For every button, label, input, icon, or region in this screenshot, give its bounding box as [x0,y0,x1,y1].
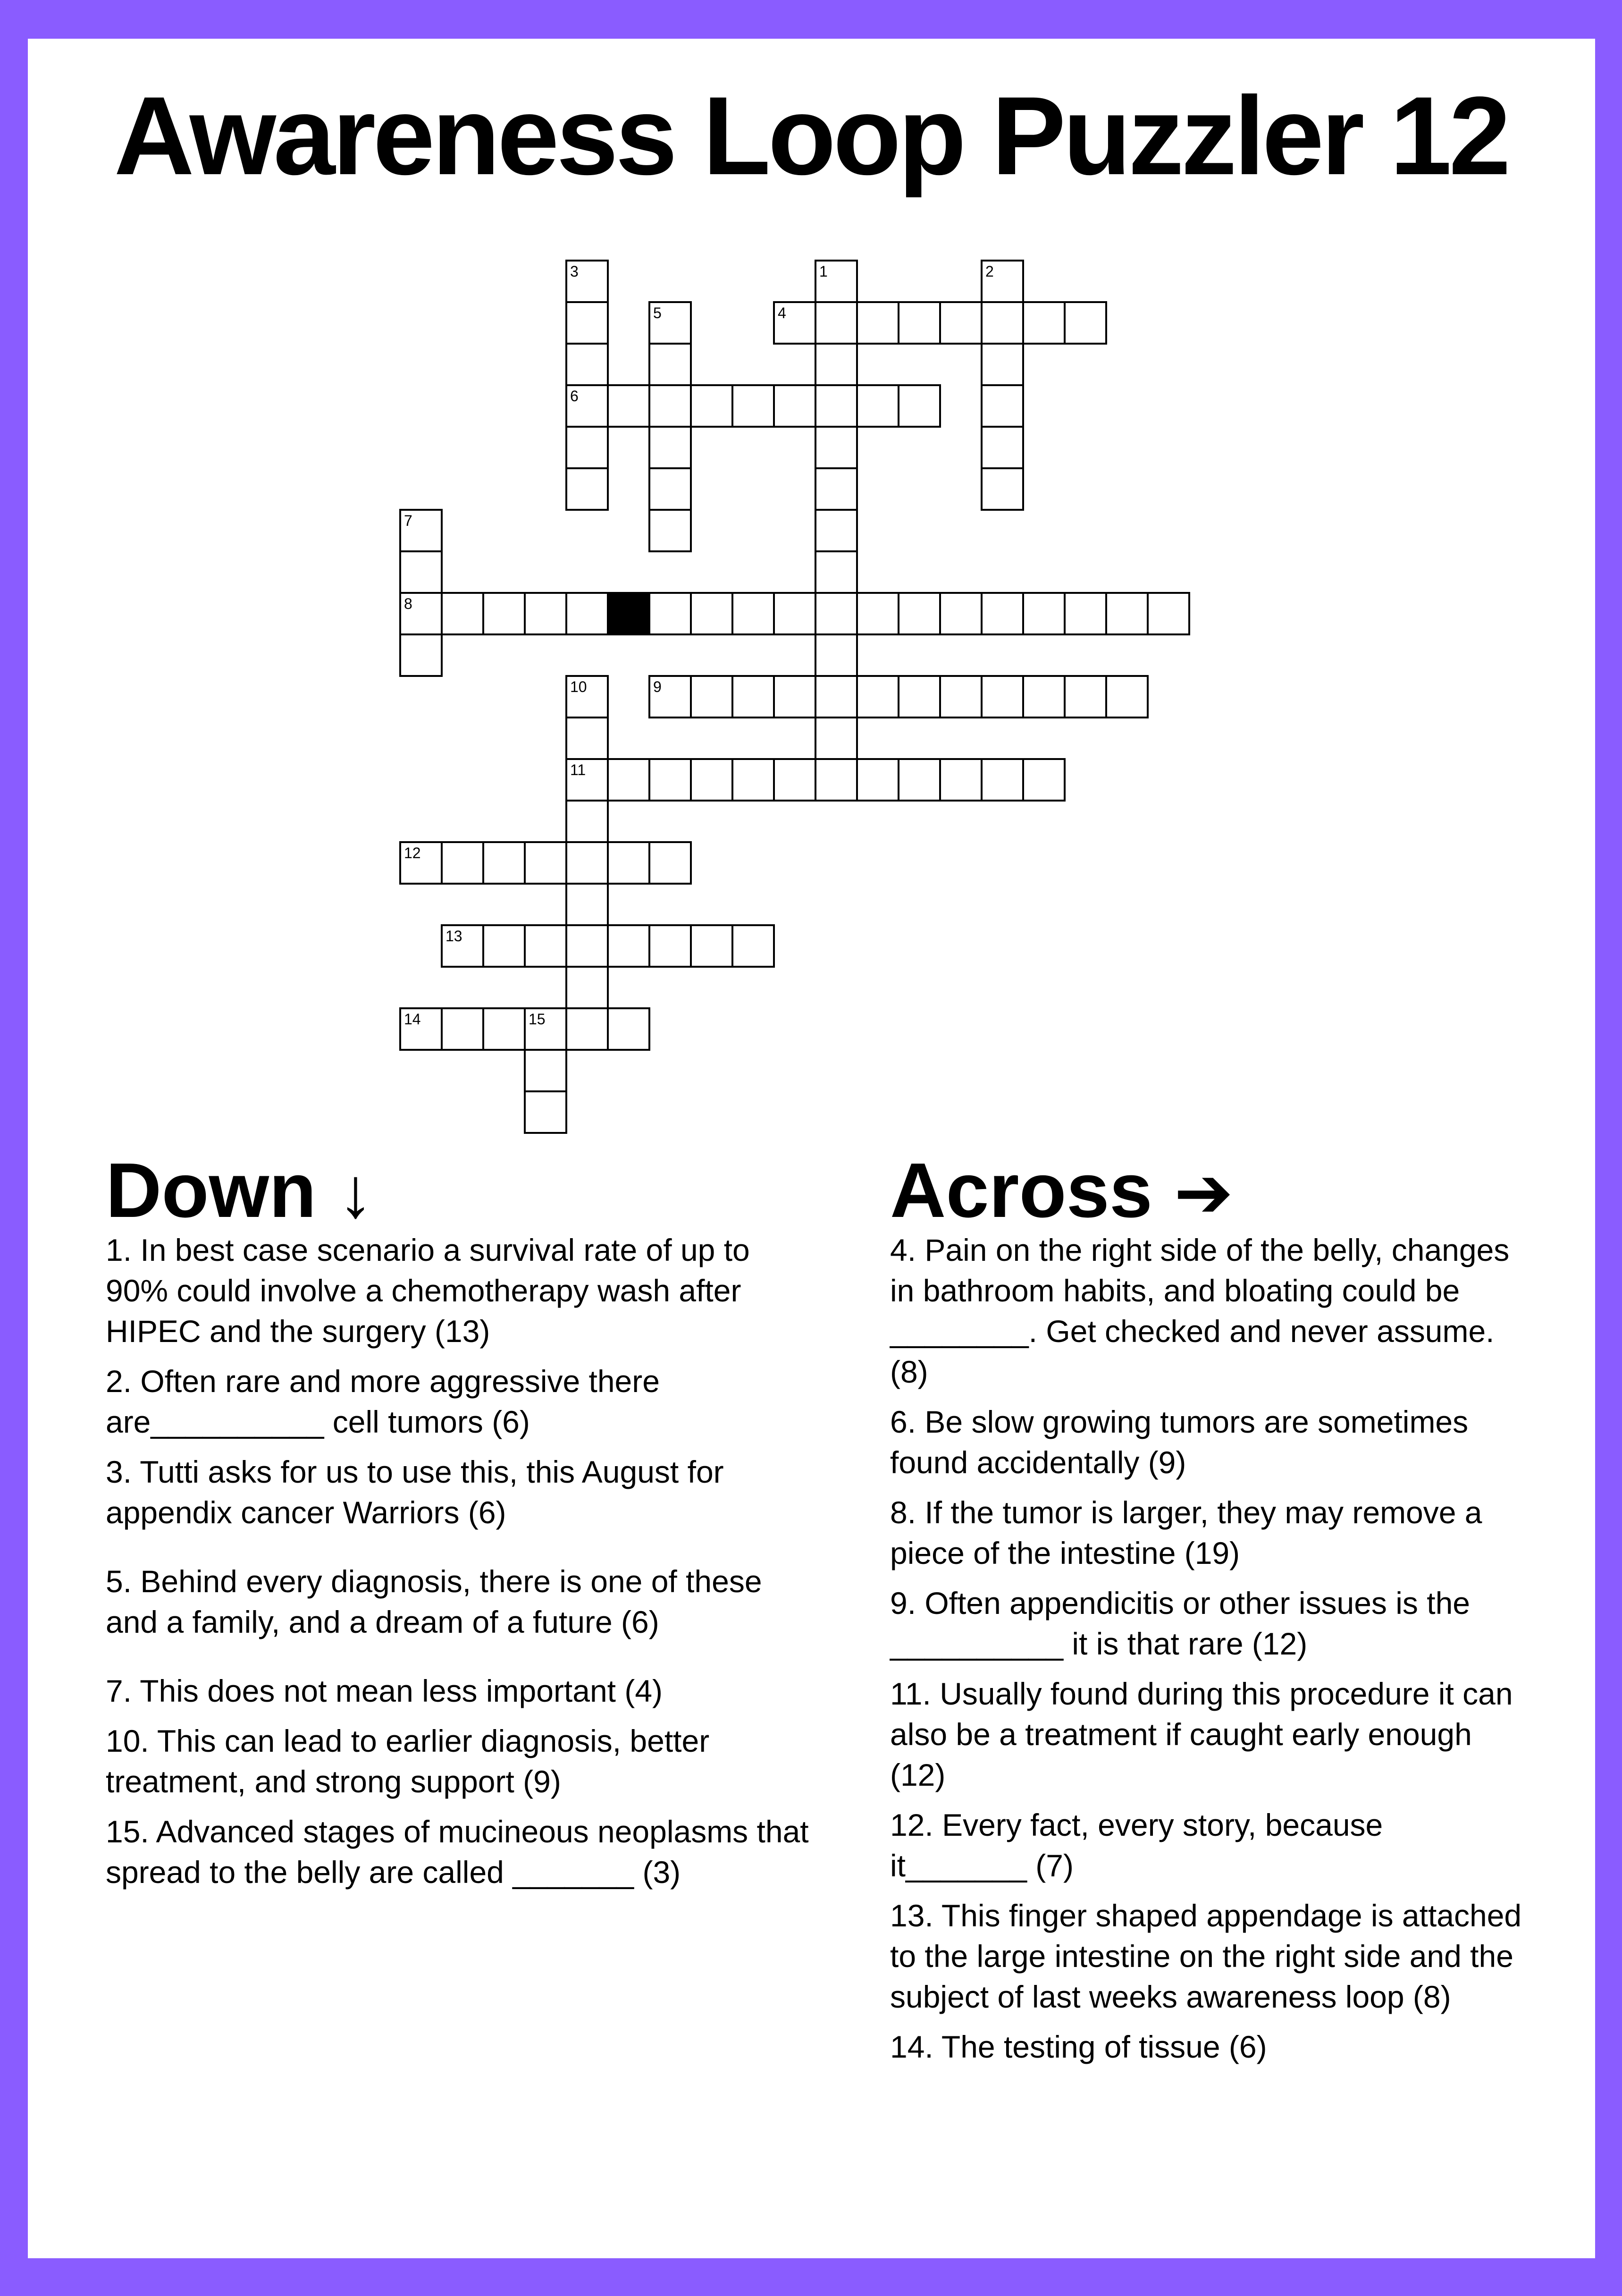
grid-cell[interactable] [982,468,1023,510]
down-arrow-icon: ↓ [337,1153,373,1232]
grid-cell[interactable] [1148,593,1189,634]
grid-cell[interactable] [857,676,899,718]
grid-cell-blocked [608,593,649,634]
clue-number-9: 9 [653,678,662,695]
grid-cell[interactable] [732,676,774,718]
clue-number-1: 1 [819,263,828,280]
grid-cell[interactable] [899,302,940,344]
grid-cell[interactable] [1065,593,1106,634]
grid-cell[interactable] [815,593,857,634]
grid-cell[interactable] [649,344,691,385]
grid-cell[interactable] [566,801,608,842]
grid-cell[interactable] [442,1008,483,1050]
grid-cell[interactable] [608,1008,649,1050]
clue-number-6: 6 [570,388,579,405]
grid-cell[interactable] [1023,593,1065,634]
grid-cell[interactable] [774,676,815,718]
grid-cell[interactable] [815,468,857,510]
crossword-grid [0,0,1622,1147]
across-heading-label: Across [890,1147,1153,1233]
grid-cell[interactable] [691,593,732,634]
grid-cell[interactable] [815,344,857,385]
across-clue: 4. Pain on the right side of the belly, changes in bathroom habits, and bloating could be ________. Get checked and never assume. (8) [890,1232,1510,1389]
grid-cell[interactable] [857,593,899,634]
clue-number-8: 8 [404,595,412,612]
grid-cell[interactable] [815,676,857,718]
grid-cell[interactable] [1023,302,1065,344]
down-clue-list [106,1230,814,1902]
grid-cell[interactable] [857,759,899,801]
grid-cell[interactable] [649,842,691,884]
grid-cell[interactable] [899,385,940,427]
grid-cell[interactable] [899,759,940,801]
down-clue: 1. In best case scenario a survival rate of up to 90% could involve a chemotherapy wash after HIPEC and the surgery (13) [106,1232,750,1349]
grid-cell[interactable] [815,385,857,427]
grid-cell[interactable] [815,759,857,801]
across-clue: 8. If the tumor is larger, they may remove a piece of the intestine (19) [890,1495,1482,1570]
grid-cell[interactable] [940,593,982,634]
grid-cell[interactable] [566,344,608,385]
down-clue: 15. Advanced stages of mucineous neoplasms that spread to the belly are called _______ (3) [106,1814,809,1890]
grid-cell[interactable] [815,718,857,759]
grid-cell[interactable] [857,385,899,427]
grid-cell[interactable] [566,718,608,759]
grid-cell[interactable] [940,302,982,344]
grid-cell[interactable] [940,676,982,718]
clue-number-15: 15 [529,1011,546,1028]
down-clue: 3. Tutti asks for us to use this, this August for appendix cancer Warriors (6) [106,1454,724,1530]
clue-number-13: 13 [445,928,462,945]
down-clue: 10. This can lead to earlier diagnosis, better treatment, and strong support (9) [106,1723,710,1799]
grid-cell[interactable] [400,634,442,676]
clue-number-2: 2 [985,263,994,280]
grid-cell[interactable] [982,759,1023,801]
clue-number-12: 12 [404,844,421,861]
grid-cell[interactable] [815,427,857,468]
grid-cell[interactable] [774,593,815,634]
clue-number-3: 3 [570,263,579,280]
grid-cell[interactable] [982,676,1023,718]
grid-cell[interactable] [525,842,566,884]
grid-cell[interactable] [442,842,483,884]
grid-cell[interactable] [774,385,815,427]
grid-cell[interactable] [649,427,691,468]
grid-cell[interactable] [566,468,608,510]
down-heading [106,1147,373,1233]
grid-cell[interactable] [815,510,857,551]
grid-cell[interactable] [608,385,649,427]
page-title: Awareness Loop Puzzler 12 [114,74,1508,198]
grid-cell[interactable] [899,593,940,634]
grid-cell[interactable] [1065,302,1106,344]
grid-cell[interactable] [732,759,774,801]
across-clue: 9. Often appendicitis or other issues is the __________ it is that rare (12) [890,1586,1470,1661]
grid-cell[interactable] [566,967,608,1008]
grid-cell[interactable] [649,925,691,967]
across-clue: 6. Be slow growing tumors are sometimes found accidentally (9) [890,1404,1469,1480]
grid-cell[interactable] [649,385,691,427]
grid-cell[interactable] [1106,593,1148,634]
grid-cell[interactable] [815,551,857,593]
across-clue: 13. This finger shaped appendage is attached to the large intestine on the right side and the subject of last weeks awareness loop (8) [890,1898,1522,2014]
across-heading [890,1147,1234,1233]
down-clue: 2. Often rare and more aggressive there are__________ cell tumors (6) [106,1364,660,1439]
grid-cell[interactable] [691,759,732,801]
grid-cell[interactable] [1065,676,1106,718]
across-clue: 14. The testing of tissue (6) [890,2029,1267,2064]
grid-cell[interactable] [566,427,608,468]
grid-cell[interactable] [940,759,982,801]
grid-cell[interactable] [566,842,608,884]
grid-cell[interactable] [1023,676,1065,718]
grid-cell[interactable] [982,302,1023,344]
grid-cell[interactable] [566,302,608,344]
grid-cell[interactable] [774,759,815,801]
grid-cell[interactable] [608,842,649,884]
grid-cell[interactable] [732,593,774,634]
grid-cell[interactable] [649,759,691,801]
grid-cell[interactable] [483,593,525,634]
down-clue: 7. This does not mean less important (4) [106,1673,663,1708]
grid-cell[interactable] [566,884,608,925]
grid-cell[interactable] [982,344,1023,385]
grid-cell[interactable] [608,925,649,967]
grid-cell[interactable] [982,593,1023,634]
clue-number-7: 7 [404,512,412,529]
clue-number-5: 5 [653,304,662,321]
clue-number-10: 10 [570,678,587,695]
grid-cell[interactable] [483,842,525,884]
grid-cell[interactable] [1023,759,1065,801]
grid-cell[interactable] [566,925,608,967]
grid-cell[interactable] [525,1091,566,1133]
grid-cell[interactable] [442,593,483,634]
grid-cell[interactable] [483,1008,525,1050]
down-heading-label: Down [106,1147,317,1233]
grid-cell[interactable] [815,634,857,676]
clue-number-4: 4 [778,304,786,321]
grid-cell[interactable] [566,1008,608,1050]
down-clue: 5. Behind every diagnosis, there is one of these and a family, and a dream of a future (6) [106,1564,762,1639]
grid-cell[interactable] [525,1050,566,1091]
grid-cell[interactable] [691,925,732,967]
grid-cell[interactable] [525,593,566,634]
grid-cell[interactable] [732,385,774,427]
grid-cell[interactable] [525,925,566,967]
grid-cell[interactable] [732,925,774,967]
grid-cell[interactable] [400,551,442,593]
grid-cell[interactable] [1106,676,1148,718]
grid-cell[interactable] [691,385,732,427]
clue-number-14: 14 [404,1011,421,1028]
grid-cell[interactable] [982,385,1023,427]
grid-cell[interactable] [691,676,732,718]
across-clue: 12. Every fact, every story, because it_______ (7) [890,1807,1383,1883]
grid-cell[interactable] [982,427,1023,468]
clue-number-11: 11 [570,761,586,778]
grid-cell[interactable] [857,302,899,344]
across-arrow-icon: ➔ [1174,1153,1234,1232]
grid-cell[interactable] [649,593,691,634]
grid-cell[interactable] [899,676,940,718]
grid-cell[interactable] [608,759,649,801]
grid-cell[interactable] [483,925,525,967]
grid-cell[interactable] [649,510,691,551]
grid-cell[interactable] [649,468,691,510]
across-clue: 11. Usually found during this procedure it can also be a treatment if caught early enough (12) [890,1676,1513,1792]
across-clue-list [890,1230,1522,2077]
grid-cell[interactable] [815,302,857,344]
grid-cell[interactable] [566,593,608,634]
